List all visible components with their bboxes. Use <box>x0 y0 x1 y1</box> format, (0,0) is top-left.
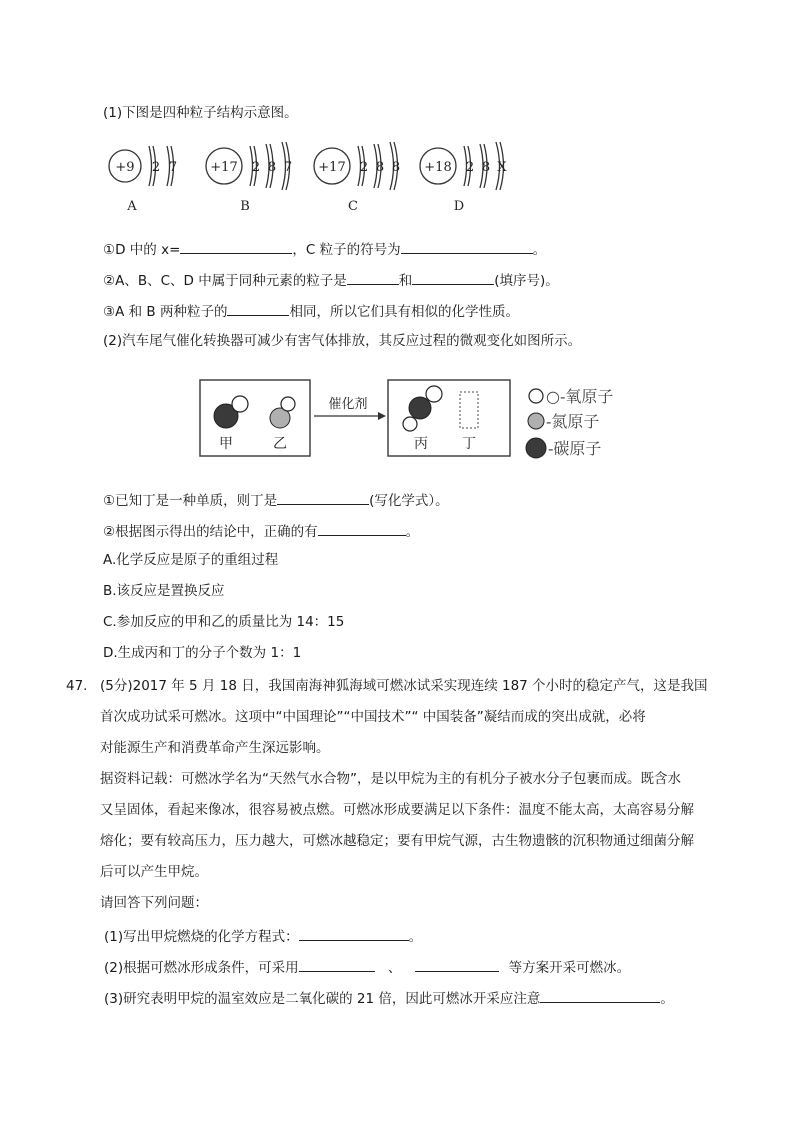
legend-carbon: -碳原子 <box>548 439 602 458</box>
answer-blank-method-1[interactable] <box>299 957 375 972</box>
catalyst-label: 催化剂 <box>328 397 368 412</box>
option-d: D.生成丙和丁的分子个数为 1：1 <box>103 645 302 661</box>
q47-text-7: 后可以产生甲烷。 <box>100 864 208 880</box>
r2-line: ②根据图示得出的结论中，正确的有 。 <box>103 521 419 541</box>
particle-a-shell2: 7 <box>168 160 178 175</box>
legend-oxygen: ○-氧原子 <box>546 387 614 406</box>
answer-blank-x[interactable] <box>180 239 292 254</box>
answer-blank-equation[interactable] <box>299 926 409 941</box>
particle-d-shell1: 2 <box>465 160 475 175</box>
particle-c-nucleus: +17 <box>318 160 346 175</box>
option-c: C.参加反应的甲和乙的质量比为 14：15 <box>103 614 345 630</box>
answer-blank-c-symbol[interactable] <box>401 239 533 254</box>
particle-a-letter: A <box>127 199 137 214</box>
answer-blank-method-2[interactable] <box>415 957 499 972</box>
label-bing: 丙 <box>414 436 428 452</box>
part2-intro: (2)汽车尾气催化转换器可减少有害气体排放，其反应过程的微观变化如图所示。 <box>103 333 582 349</box>
particle-c-letter: C <box>348 199 358 214</box>
particle-c-shell3: 8 <box>391 160 401 175</box>
particle-d-letter: D <box>453 199 465 214</box>
q47-text-5: 又呈固体，看起来像冰，很容易被点燃。可燃冰形成要满足以下条件：温度不能太高，太高容易分解 <box>100 802 694 818</box>
answer-blank-same-element-2[interactable] <box>412 270 494 285</box>
particle-b-shell3: 7 <box>283 160 293 175</box>
particle-a-nucleus: +9 <box>115 160 135 175</box>
particle-b-shell2: 8 <box>267 160 277 175</box>
q47-sub3: (3)研究表明甲烷的温室效应是二氧化碳的 21 倍，因此可燃冰开采应注意 。 <box>104 988 674 1008</box>
particle-b-nucleus: +17 <box>210 160 238 175</box>
option-b: B.该反应是置换反应 <box>103 583 225 599</box>
answer-blank-same-element-1[interactable] <box>347 270 399 285</box>
q3-line: ③A 和 B 两种粒子的 相同，所以它们具有相似的化学性质。 <box>103 301 519 321</box>
particle-diagrams <box>100 136 520 220</box>
q47-sub2: (2)根据可燃冰形成条件，可采用 、 等方案开采可燃冰。 <box>104 957 630 977</box>
r1-line: ①已知丁是一种单质，则丁是 (写化学式）。 <box>103 490 449 510</box>
q47-sub1: (1)写出甲烷燃烧的化学方程式： 。 <box>104 926 422 946</box>
label-jia: 甲 <box>219 436 233 452</box>
answer-blank-ding[interactable] <box>277 490 369 505</box>
option-a: A.化学反应是原子的重组过程 <box>103 552 279 568</box>
answer-blank-conclusion[interactable] <box>318 521 406 536</box>
particle-a-shell1: 2 <box>151 160 161 175</box>
q47-text-8: 请回答下列问题： <box>100 895 208 911</box>
label-ding: 丁 <box>462 436 476 452</box>
q47-text-3: 对能源生产和消费革命产生深远影响。 <box>100 740 330 756</box>
reaction-diagram <box>196 376 642 462</box>
q47-text-1: (5分)2017 年 5 月 18 日，我国南海神狐海域可燃冰试采实现连续 187 个小时的稳定产气，这是我国 <box>100 678 708 694</box>
particle-c-shell1: 2 <box>359 160 369 175</box>
part1-intro: (1)下图是四种粒子结构示意图。 <box>103 105 298 121</box>
q47-text-6: 熔化；要有较高压力，压力越大，可燃冰越稳定；要有甲烷气源，古生物遗骸的沉积物通过细菌分解 <box>100 833 694 849</box>
legend-nitrogen: -氮原子 <box>546 412 600 431</box>
q47-number: 47. <box>66 678 88 694</box>
q47-text-2: 首次成功试采可燃冰。这项中“中国理论”“中国技术”“ 中国装备”凝结而成的突出成就，必将 <box>100 709 646 725</box>
particle-d-nucleus: +18 <box>424 160 452 175</box>
particle-b-letter: B <box>240 199 250 214</box>
particle-d-shell3: X <box>497 160 507 175</box>
particle-c-shell2: 8 <box>375 160 385 175</box>
answer-blank-similarity[interactable] <box>227 301 289 316</box>
label-yi: 乙 <box>273 436 287 452</box>
q2-line: ②A、B、C、D 中属于同种元素的粒子是 和 (填序号)。 <box>103 270 559 290</box>
answer-blank-caution[interactable] <box>540 988 660 1003</box>
particle-b-shell1: 2 <box>251 160 261 175</box>
q47-text-4: 据资料记载：可燃冰学名为“天然气水合物”，是以甲烷为主的有机分子被水分子包裹而成。既含水 <box>100 771 681 787</box>
particle-d-shell2: 8 <box>481 160 491 175</box>
q1-line: ①D 中的 x= ，C 粒子的符号为 。 <box>103 239 546 259</box>
